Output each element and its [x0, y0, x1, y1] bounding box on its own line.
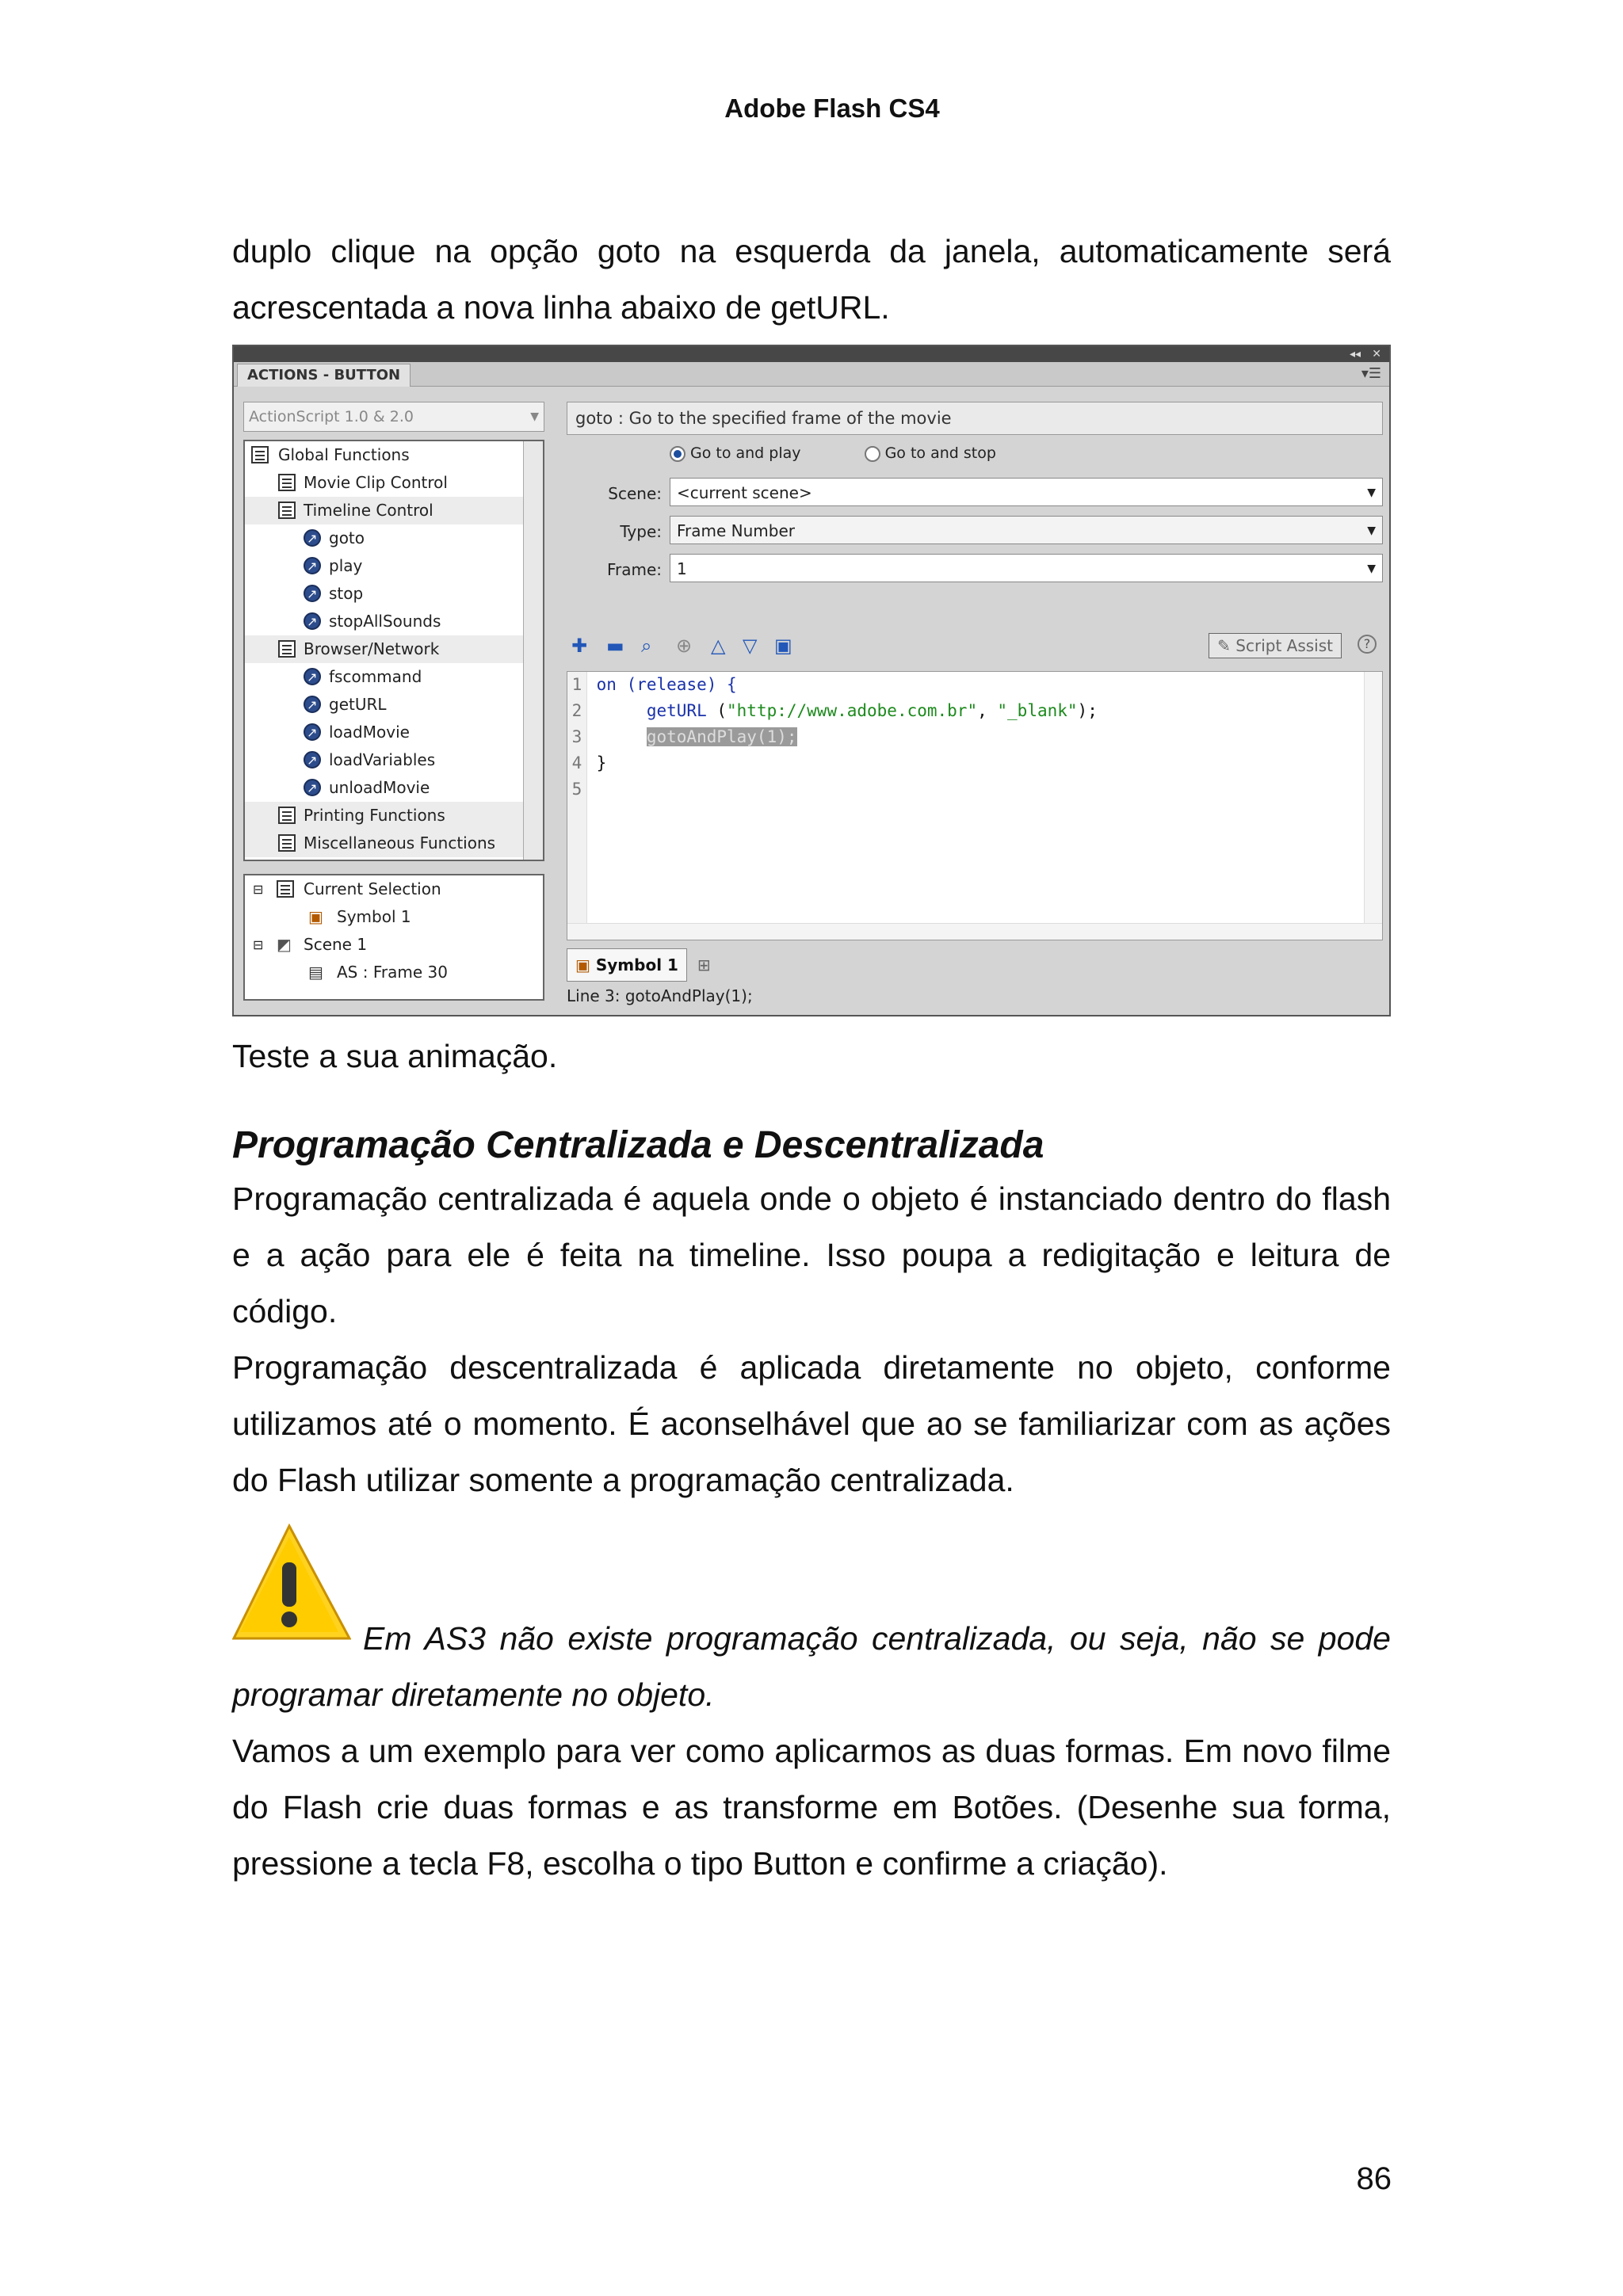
status-line: Line 3: gotoAndPlay(1);	[567, 986, 753, 1005]
radio-label: Go to and stop	[884, 444, 996, 462]
radio-go-to-and-play[interactable]	[670, 444, 801, 462]
line-number: 5	[571, 780, 582, 799]
radio-selected-icon	[670, 446, 685, 462]
script-navigator	[243, 874, 544, 1001]
add-action-icon[interactable]: ✚	[571, 635, 588, 657]
book-icon	[251, 446, 269, 463]
goto-mode-radios	[670, 444, 996, 462]
scene-icon: ◩	[277, 935, 292, 954]
script-pane	[567, 402, 1383, 1005]
tree-item-label: play	[329, 556, 363, 575]
action-icon	[304, 668, 321, 685]
close-icon[interactable]: ✕	[1372, 348, 1381, 360]
tree-item-label: Printing Functions	[304, 806, 445, 825]
frame-input[interactable]	[670, 554, 1383, 582]
tree-item[interactable]	[245, 552, 543, 580]
section-heading: Programação Centralizada e Descentralizada	[232, 1124, 1044, 1166]
move-up-icon[interactable]: △	[711, 635, 726, 657]
pin-icon[interactable]: ⊞	[697, 955, 711, 974]
test-paragraph: Teste a sua animação.	[232, 1038, 558, 1074]
tree-item-label: loadMovie	[329, 723, 410, 742]
line-number: 1	[571, 675, 582, 694]
symbol-tab-label: Symbol 1	[595, 955, 678, 974]
tree-item[interactable]	[245, 469, 543, 497]
type-label: Type:	[620, 522, 662, 541]
frame-value: 1	[677, 559, 687, 578]
action-icon	[304, 557, 321, 574]
nav-item-label: Scene 1	[304, 935, 368, 954]
tree-item[interactable]	[245, 608, 543, 635]
selection-icon	[277, 880, 294, 898]
tree-item[interactable]	[245, 524, 543, 552]
tree-item-label: getURL	[329, 695, 387, 714]
script-tab-bar	[567, 948, 711, 980]
tree-item[interactable]	[245, 663, 543, 691]
action-book-icon	[278, 474, 296, 491]
remove-action-icon[interactable]: ▬	[606, 635, 624, 657]
tree-item[interactable]	[245, 802, 543, 830]
tree-item[interactable]	[245, 441, 543, 469]
code-text: ,	[977, 701, 998, 720]
code-line	[567, 776, 586, 803]
scene-label: Scene:	[608, 484, 662, 503]
tree-scrollbar[interactable]	[523, 441, 543, 860]
action-icon	[304, 696, 321, 713]
line-number: 2	[571, 701, 582, 720]
nav-item[interactable]	[245, 931, 543, 959]
wand-icon: ✎	[1217, 636, 1236, 655]
code-keyword: on	[596, 675, 617, 694]
book-icon	[278, 640, 296, 658]
action-icon	[304, 779, 321, 796]
pane-splitter[interactable]	[243, 864, 544, 871]
script-assist-label: Script Assist	[1235, 636, 1333, 655]
nav-item-label: Symbol 1	[337, 907, 411, 926]
chevron-down-icon: ▼	[1367, 524, 1376, 537]
tree-item-label: Miscellaneous Functions	[304, 833, 496, 852]
line-number: 3	[571, 727, 582, 746]
script-toolbar	[567, 630, 1383, 662]
type-value: Frame Number	[677, 521, 796, 540]
code-text: (	[706, 701, 727, 720]
as-version-label: ActionScript 1.0 & 2.0	[249, 408, 414, 425]
target-icon[interactable]: ⊕	[676, 635, 693, 657]
chevron-down-icon: ▼	[1367, 486, 1376, 499]
tree-item-label: unloadMovie	[329, 778, 430, 797]
warning-note: Em AS3 não existe programação centralizada, ou seja, não se pode programar diretamente no objeto.	[232, 1620, 1391, 1713]
chevron-down-icon: ▼	[530, 410, 539, 423]
tree-item[interactable]	[245, 691, 543, 719]
code-string: "_blank"	[997, 701, 1078, 720]
frame-field	[567, 554, 1383, 584]
nav-item[interactable]	[245, 903, 543, 931]
actions-tree	[243, 440, 544, 861]
collapse-icon[interactable]: ◂◂	[1349, 348, 1361, 360]
collapse-box-icon[interactable]: ⊟	[253, 937, 264, 952]
tree-item-label: Movie Clip Control	[304, 473, 448, 492]
radio-label: Go to and play	[690, 444, 801, 462]
page-header: Adobe Flash CS4	[724, 93, 940, 123]
code-line	[567, 750, 606, 776]
code-text: (release) {	[616, 675, 737, 694]
tree-item[interactable]	[245, 746, 543, 774]
type-field	[567, 516, 1383, 546]
action-icon	[304, 529, 321, 547]
code-horizontal-scrollbar[interactable]	[567, 923, 1382, 940]
frame-label: Frame:	[606, 560, 662, 579]
action-icon	[304, 585, 321, 602]
symbol-tab[interactable]	[567, 948, 687, 982]
action-description: goto : Go to the specified frame of the movie	[567, 402, 1383, 435]
code-line	[567, 698, 1098, 724]
code-line	[567, 724, 797, 750]
code-line	[567, 672, 737, 698]
tree-item-label: goto	[329, 528, 365, 547]
collapse-box-icon[interactable]: ⊟	[253, 882, 264, 897]
panel-title-bar	[234, 362, 1389, 387]
nav-item[interactable]	[245, 959, 543, 986]
code-selected: gotoAndPlay(1);	[646, 727, 797, 746]
symbol-icon: ▣	[575, 955, 596, 974]
tree-item-label: Global Functions	[278, 445, 410, 464]
find-icon[interactable]: ⌕	[641, 635, 652, 657]
help-icon[interactable]: ?	[1358, 635, 1377, 654]
tree-item[interactable]	[245, 635, 543, 663]
code-keyword: getURL	[646, 701, 707, 720]
paragraph-centralized: Programação centralizada é aquela onde o objeto é instanciado dentro do flash e a ação para ele é feita na timeline. Isso poupa a redigitação e leitura de código.	[232, 1180, 1391, 1329]
tree-item[interactable]	[245, 774, 543, 802]
code-vertical-scrollbar[interactable]	[1364, 672, 1382, 924]
actions-toolbox	[243, 402, 544, 982]
nav-item-label: AS : Frame 30	[337, 963, 448, 982]
insert-target-path-icon[interactable]: ▣	[774, 635, 792, 657]
tree-item[interactable]	[245, 497, 543, 524]
tree-item[interactable]	[245, 830, 543, 857]
action-book-icon	[278, 834, 296, 852]
nav-item[interactable]	[245, 875, 543, 903]
tree-item-label: Browser/Network	[304, 639, 440, 658]
symbol-icon: ▣	[308, 907, 323, 926]
paragraph-example: Vamos a um exemplo para ver como aplicarmos as duas formas. Em novo filme do Flash crie duas formas e as transforme em Botões. (Desenhe sua forma, pressione a tecla F8, escolha o tipo Button e confirme a criação).	[232, 1733, 1391, 1882]
code-string: "http://www.adobe.com.br"	[727, 701, 978, 720]
tree-item[interactable]	[245, 719, 543, 746]
tree-item-label: Timeline Control	[304, 501, 433, 520]
nav-item-label: Current Selection	[304, 879, 441, 898]
actions-panel-screenshot	[232, 345, 1391, 1016]
paragraph-decentralized: Programação descentralizada é aplicada diretamente no objeto, conforme utilizamos até o momento. É aconselhável que ao se familiarizar com as ações do Flash utilizar somente a programação centralizada.	[232, 1349, 1391, 1498]
code-text: );	[1077, 701, 1098, 720]
line-number: 4	[571, 753, 582, 772]
page-number: 86	[1356, 2161, 1392, 2196]
move-down-icon[interactable]: ▽	[743, 635, 758, 657]
type-select[interactable]	[670, 516, 1383, 544]
chevron-down-icon: ▼	[1367, 563, 1376, 575]
radio-go-to-and-stop[interactable]	[865, 444, 996, 462]
tree-item-label: loadVariables	[329, 750, 436, 769]
tree-item-label: stop	[329, 584, 364, 603]
code-editor[interactable]	[567, 671, 1383, 940]
action-icon	[304, 751, 321, 769]
panel-top-bar	[234, 346, 1389, 362]
radio-unselected-icon	[865, 446, 880, 462]
tree-item-label: fscommand	[329, 667, 422, 686]
scene-value: <current scene>	[677, 483, 812, 502]
action-icon	[304, 612, 321, 630]
code-text: }	[596, 753, 607, 772]
scene-select[interactable]	[670, 478, 1383, 506]
intro-paragraph: duplo clique na opção goto na esquerda da janela, automaticamente será acrescentada a nova linha abaixo de getURL.	[232, 233, 1391, 326]
tree-item[interactable]	[245, 580, 543, 608]
tree-item-label: stopAllSounds	[329, 612, 441, 631]
script-assist-button[interactable]	[1209, 633, 1342, 658]
actionscript-version-select[interactable]	[243, 402, 544, 432]
action-book-icon	[278, 807, 296, 824]
book-icon	[278, 502, 296, 519]
panel-title-tab[interactable]: ACTIONS - BUTTON	[237, 364, 411, 387]
frame-icon: ▤	[308, 963, 323, 982]
panel-menu-icon[interactable]: ▾☰	[1361, 365, 1381, 382]
scene-field	[567, 478, 1383, 508]
action-icon	[304, 723, 321, 741]
